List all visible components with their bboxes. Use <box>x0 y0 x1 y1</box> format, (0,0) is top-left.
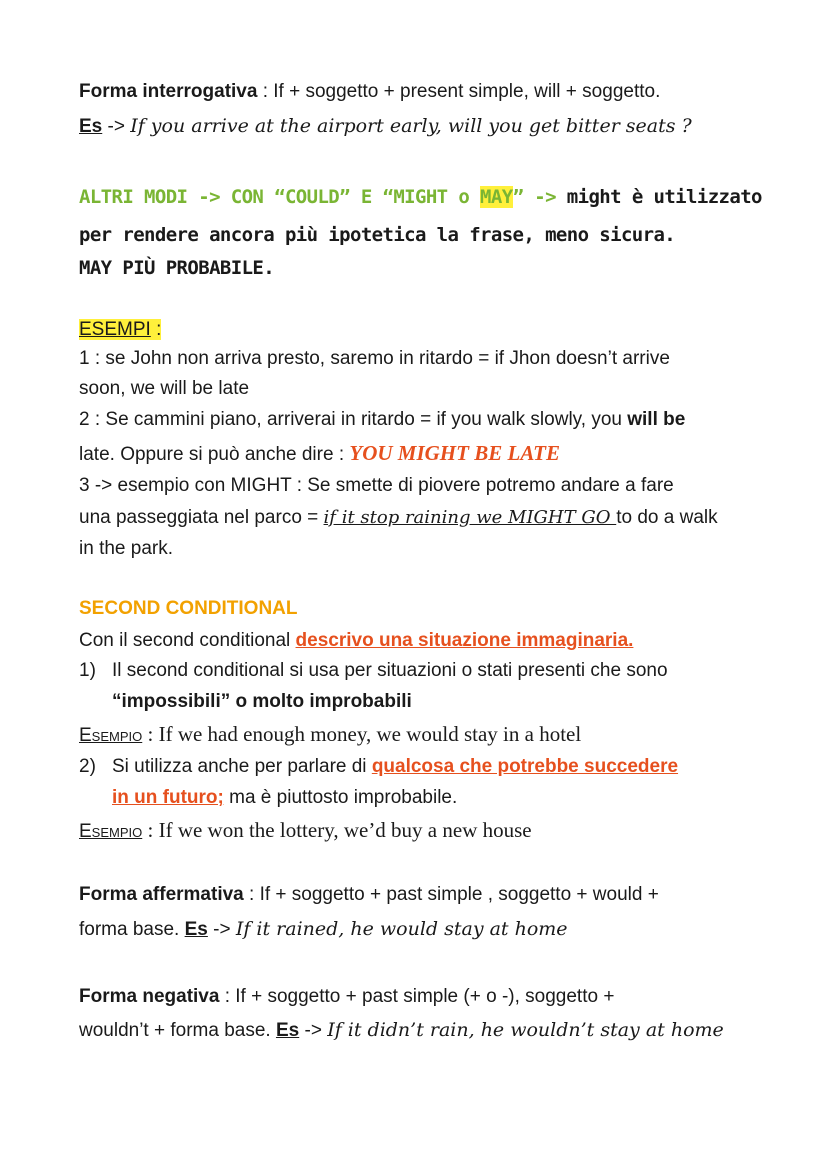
esempio-1-second: Esempio : If we had enough money, we would stay in a hotel <box>79 722 582 746</box>
forma-negativa-rule: Forma negativa : If + soggetto + past simple (+ o -), soggetto + <box>79 986 615 1007</box>
forma-affermativa-example: forma base. Es -> If it rained, he would stay at home <box>79 918 568 940</box>
point-2-line1: 2) Si utilizza anche per parlare di qualcosa che potrebbe succedere <box>79 756 679 777</box>
esempio-3-line3: in the park. <box>79 538 173 559</box>
esempi-heading: ESEMPI : <box>79 319 162 340</box>
point-2-line2: in un futuro; ma è piuttosto improbabile. <box>112 787 458 808</box>
es-label: Es <box>79 116 103 137</box>
esempio-1-line1: 1 : se John non arriva presto, saremo in ritardo = if Jhon doesn’t arrive <box>79 348 670 369</box>
esempio-1-line2: soon, we will be late <box>79 378 250 399</box>
may-highlight: MAY <box>480 186 513 208</box>
second-conditional-intro: Con il second conditional descrivo una situazione immaginaria. <box>79 630 634 651</box>
esempio-3-line2: una passeggiata nel parco = if it stop raining we MIGHT GO to do a walk <box>79 507 718 528</box>
esempio-2-line1: 2 : Se cammini piano, arriverai in ritardo = if you walk slowly, you will be <box>79 409 686 430</box>
esempio-2-second: Esempio : If we won the lottery, we’d buy a new house <box>79 818 532 842</box>
forma-interrogativa-rule: Forma interrogativa : If + soggetto + present simple, will + soggetto. <box>79 81 661 102</box>
forma-interrogativa-label: Forma interrogativa <box>79 81 258 102</box>
esempio-3-line1: 3 -> esempio con MIGHT : Se smette di piovere potremo andare a fare <box>79 475 674 496</box>
altri-modi-line3: MAY PIÙ PROBABILE. <box>79 257 275 279</box>
forma-negativa-example: wouldn’t + forma base. Es -> If it didn’t rain, he wouldn’t stay at home <box>79 1019 724 1041</box>
altri-modi-line2: per rendere ancora più ipotetica la frase, meno sicura. <box>79 224 676 246</box>
esempio-2-line2: late. Oppure si può anche dire : YOU MIGHT BE LATE <box>79 441 560 465</box>
point-1-line2: “impossibili” o molto improbabili <box>112 691 412 712</box>
point-1-line1: 1) Il second conditional si usa per situazioni o stati presenti che sono <box>79 660 668 681</box>
forma-interrogativa-example: Es -> If you arrive at the airport early, will you get bitter seats ? <box>79 115 692 137</box>
forma-affermativa-rule: Forma affermativa : If + soggetto + past simple , soggetto + would + <box>79 884 659 905</box>
second-conditional-heading: SECOND CONDITIONAL <box>79 598 298 619</box>
altri-modi-line1: ALTRI MODI -> CON “COULD” E “MIGHT o MAY” -> might è utilizzato <box>79 186 762 208</box>
